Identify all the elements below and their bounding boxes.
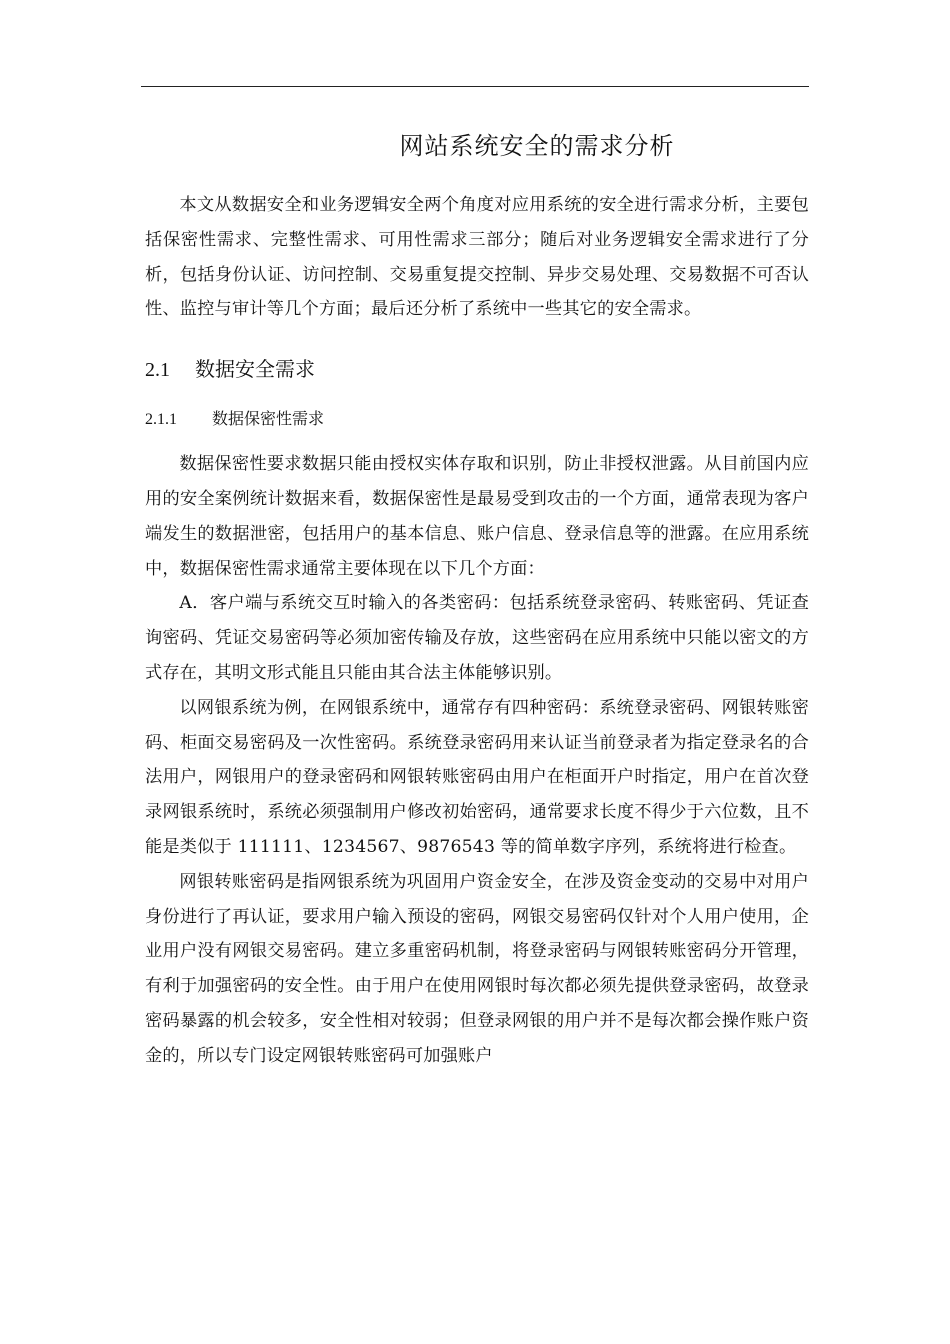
section-number: 2.1 (145, 359, 170, 382)
header-rule (141, 86, 809, 87)
subsection-number: 2.1.1 (145, 411, 177, 429)
document-title: 网站系统安全的需求分析 (399, 132, 675, 160)
section-title: 数据安全需求 (195, 357, 315, 382)
body-paragraph: A．客户端与系统交互时输入的各类密码：包括系统登录密码、转账密码、凭证查询密码、凭证交易密码等必须加密传输及存放，这些密码在应用系统中只能以密文的方式存在，其明文形式能且只能由其合法主体能够识别。 (145, 593, 809, 683)
subsection-title: 数据保密性需求 (212, 409, 325, 429)
section-heading (145, 349, 809, 389)
document-body (145, 128, 809, 1074)
intro-paragraph: 本文从数据安全和业务逻辑安全两个角度对应用系统的安全进行需求分析，主要包括保密性需求、完整性需求、可用性需求三部分；随后对业务逻辑安全需求进行了分析，包括身份认证、访问控制、交易重复提交控制、异步交易处理、交易数据不可否认性、监控与审计等几个方面；最后还分析了系统中一些其它的安全需求。 (145, 195, 809, 320)
body-paragraph: 数据保密性要求数据只能由授权实体存取和识别，防止非授权泄露。从目前国内应用的安全案例统计数据来看，数据保密性是最易受到攻击的一个方面，通常表现为客户端发生的数据泄密，包括用户的基本信息、账户信息、登录信息等的泄露。在应用系统中，数据保密性需求通常主要体现在以下几个方面： (145, 454, 809, 579)
body-paragraph: 以网银系统为例，在网银系统中，通常存有四种密码：系统登录密码、网银转账密码、柜面交易密码及一次性密码。系统登录密码用来认证当前登录者为指定登录名的合法用户，网银用户的登录密码和网银转账密码由用户在柜面开户时指定，用户在首次登录网银系统时，系统必须强制用户修改初始密码，通常要求长度不得少于六位数，且不能是类似于 111111、1234567、9876543 等的简单数字序列，系统将进行检查。 (145, 697, 809, 857)
body-paragraph: 网银转账密码是指网银系统为巩固用户资金安全，在涉及资金变动的交易中对用户身份进行了再认证，要求用户输入预设的密码，网银交易密码仅针对个人用户使用，企业用户没有网银交易密码。建立多重密码机制，将登录密码与网银转账密码分开管理，有利于加强密码的安全性。由于用户在使用网银时每次都必须先提供登录密码，故登录密码暴露的机会较多，安全性相对较弱；但登录网银的用户并不是每次都会操作账户资金的，所以专门设定网银转账密码可加强账户 (145, 871, 809, 1066)
subsection-heading (145, 401, 809, 437)
